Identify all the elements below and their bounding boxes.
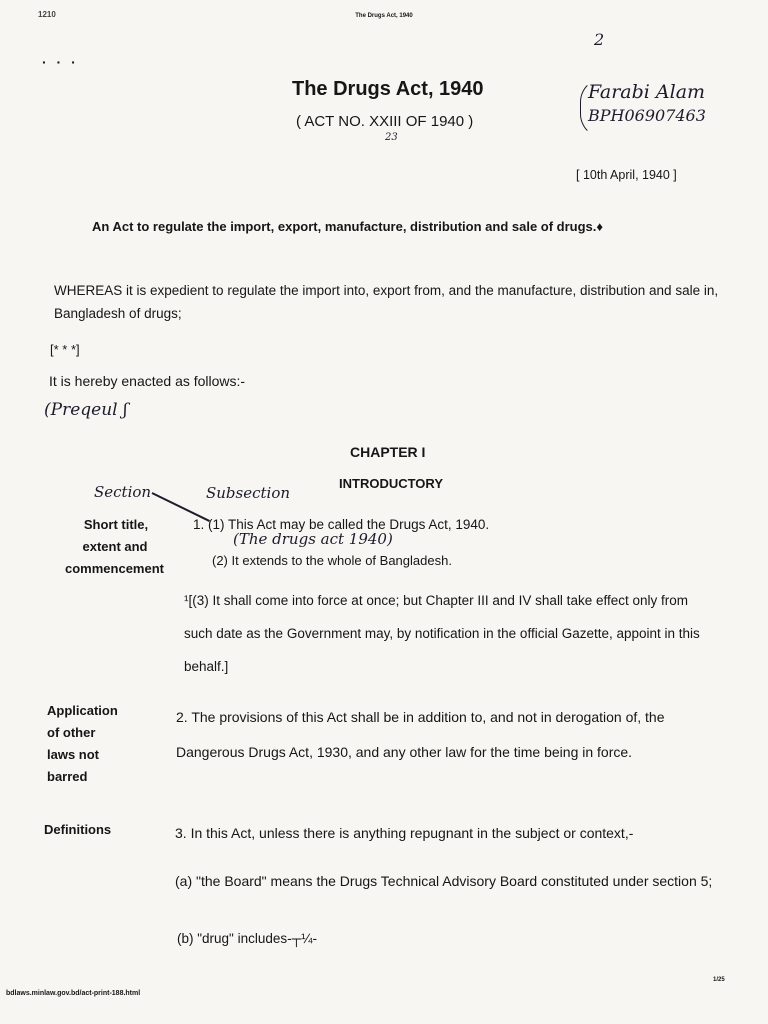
section-3-clause-a: (a) "the Board" means the Drugs Technical Advisory Board constituted under section 5; [175,873,713,889]
corner-mark: 1210 [38,10,56,19]
act-title: The Drugs Act, 1940 [292,78,484,100]
handwritten-name: Farabi Alam [588,81,706,103]
margin-line: laws not [47,747,100,762]
margin-line: barred [47,769,88,784]
handwritten-subsection-note: Subsection [206,484,291,502]
handwritten-preamble-note: (Preqeul ʃ [44,400,128,420]
margin-line: Short title, [83,517,149,532]
section-3-clause-b: (b) "drug" includes-┬¼- [177,931,317,946]
section-1-margin-note [65,514,164,580]
footer-url: bdlaws.minlaw.gov.bd/act-print-188.html [6,990,141,997]
omission-mark: [* * *] [50,342,80,357]
long-title: An Act to regulate the import, export, manufacture, distribution and sale of drugs.♦ [92,219,604,234]
margin-line: commencement [65,561,164,576]
section-2-text: 2. The provisions of this Act shall be in addition to, and not in derogation of, the Dangerous Drugs Act, 1930, and any other law for the time being in force. [176,709,665,760]
handwritten-student-info [588,80,706,128]
section-1-subsection-1: 1. (1) This Act may be called the Drugs Act, 1940. [193,517,490,532]
margin-line: extent and [82,539,148,554]
margin-line: of other [47,725,96,740]
running-header: The Drugs Act, 1940 [355,13,413,19]
handwritten-drugs-act-note: (The drugs act 1940) [233,530,393,548]
section-3-intro: 3. In this Act, unless there is anything repugnant in the subject or context,- [175,825,634,841]
preamble: WHEREAS it is expedient to regulate the import into, export from, and the manufacture, distribution and sale in, Bangladesh of drugs; [54,283,719,321]
chapter-name: INTRODUCTORY [339,476,443,491]
corner-dots: · · · [42,54,79,70]
act-number: ( ACT NO. XXIII OF 1940 ) [296,113,474,130]
handwritten-section-note: Section [94,483,152,501]
section-3-margin-note: Definitions [44,822,112,837]
section-1-subsection-2: (2) It extends to the whole of Bangladesh. [212,553,452,568]
footer-page-number: 1/25 [713,977,725,983]
margin-line: Application [47,703,118,718]
handwritten-page-number: 2 [594,30,605,49]
enacting-formula: It is hereby enacted as follows:- [49,373,246,389]
act-date: [ 10th April, 1940 ] [576,168,677,182]
section-1-subsection-3: ¹[(3) It shall come into force at once; but Chapter III and IV shall take effect only from such date as the Government may, by notification in the official Gazette, appoint in this behalf.] [184,593,700,674]
handwritten-act-number-note: 23 [385,132,398,143]
chapter-number: CHAPTER I [350,444,426,460]
handwritten-id: BPH06907463 [588,106,706,125]
section-2-margin-note [47,700,118,788]
